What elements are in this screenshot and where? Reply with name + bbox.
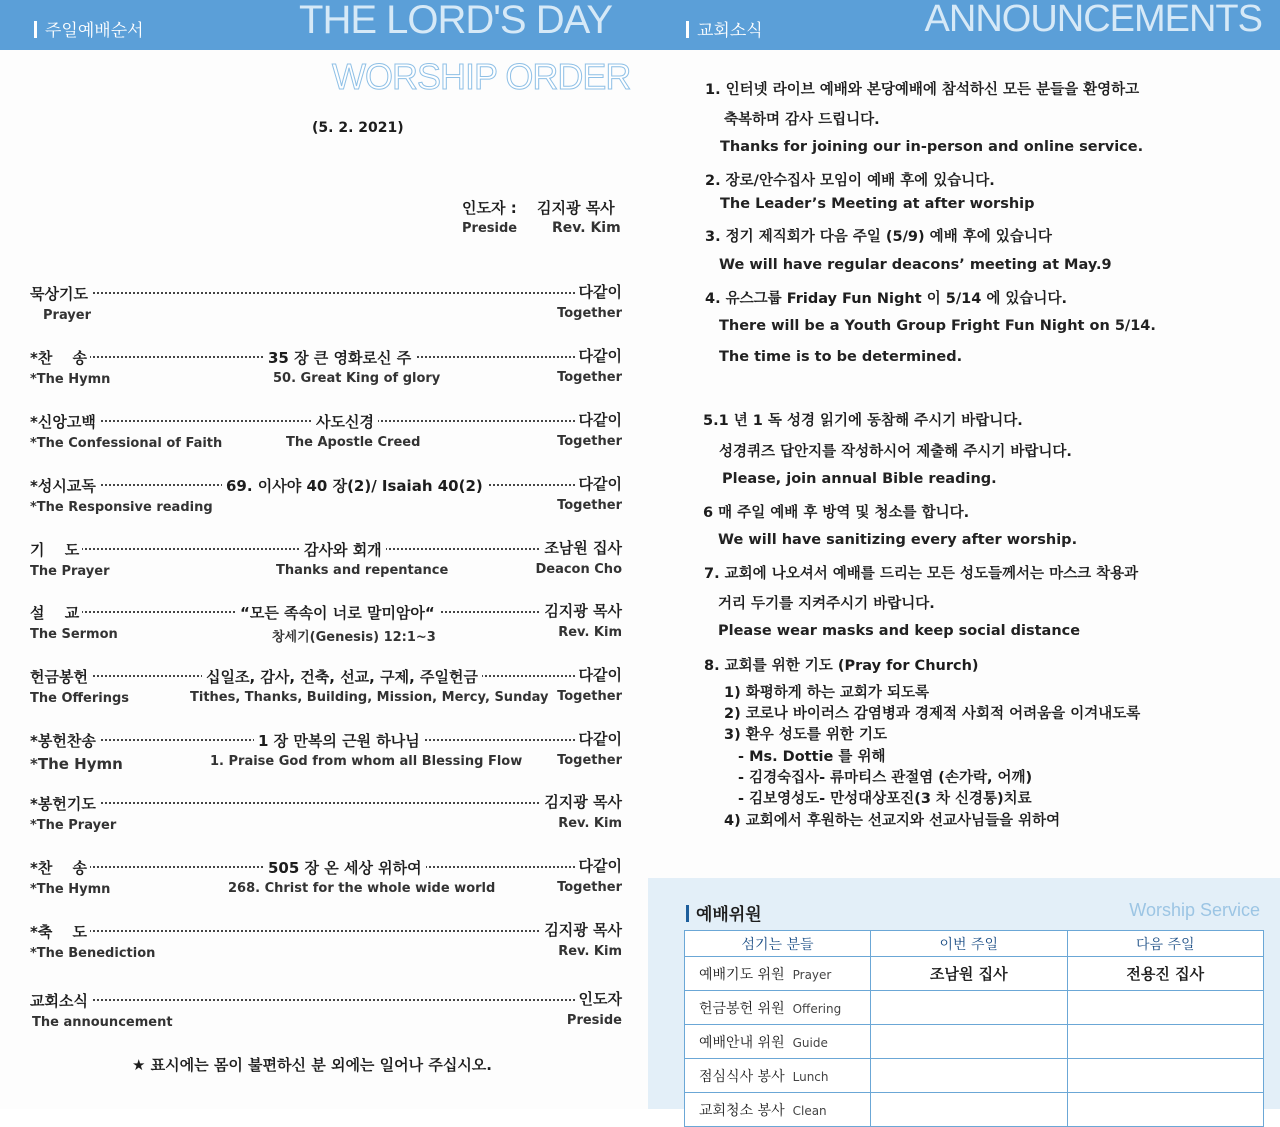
- item-leader-ko: 김지광 목사: [541, 919, 622, 940]
- item-title-en: Prayer: [43, 308, 92, 323]
- item-title-ko: *봉헌기도: [30, 793, 99, 814]
- item-title-ko: *성시교독: [30, 475, 99, 496]
- announcement-line: 거리 두기를 지켜주시기 바랍니다.: [718, 596, 935, 612]
- section-label: 주일예배순서: [34, 16, 144, 41]
- announcement-line: 8. 교회를 위한 기도 (Pray for Church): [704, 658, 979, 674]
- item-leader-en: Rev. Kim: [558, 944, 622, 959]
- announcement-line: 2) 코로나 바이러스 감염병과 경제적 사회적 어려움을 이겨내도록: [724, 706, 1141, 722]
- item-content-ko: 감사와 회개: [300, 539, 386, 560]
- announcement-line: We will have regular deacons’ meeting at May.9: [719, 257, 1112, 273]
- role-ko: 예배기도 위원: [699, 966, 785, 983]
- preside-name-ko: 김지광 목사: [537, 199, 615, 217]
- item-title-ko: *찬 송: [30, 347, 90, 368]
- announcement-line: - 김경숙집사- 류마티스 관절염 (손가락, 어깨): [738, 770, 1033, 786]
- announcements-page: [648, 0, 1280, 1119]
- header-title: ANNOUNCEMENTS: [924, 0, 1262, 40]
- table-header-row: [685, 931, 1264, 957]
- role-cell: [685, 1025, 871, 1059]
- item-title-en: The Offerings: [30, 691, 130, 706]
- announcement-line: 성경퀴즈 답안지를 작성하시어 제출해 주시기 바랍니다.: [719, 444, 1072, 460]
- leader-dots: [38, 930, 614, 932]
- role-ko: 헌금봉헌 위원: [699, 1000, 785, 1017]
- announcement-line: - Ms. Dottie 를 위해: [738, 749, 886, 765]
- leader-dots: [38, 292, 614, 294]
- order-item-responsive-reading: [30, 475, 622, 531]
- table-row: [685, 1025, 1264, 1059]
- table-row: [685, 1059, 1264, 1093]
- worship-order-title: WORSHIP ORDER: [332, 56, 631, 97]
- role-ko: 예배안내 위원: [699, 1034, 785, 1051]
- table-row: [685, 957, 1264, 991]
- item-leader-ko: 다같이: [576, 345, 622, 366]
- next-week-cell: [1067, 991, 1264, 1025]
- item-content-ko: 십일조, 감사, 건축, 선교, 구제, 주일헌금: [202, 666, 482, 687]
- item-content-en: Thanks and repentance: [276, 563, 449, 578]
- announcement-line: There will be a Youth Group Fright Fun Night on 5/14.: [719, 318, 1156, 334]
- announcement-line: We will have sanitizing every after worship.: [718, 532, 1078, 548]
- order-item-benediction: [30, 921, 622, 977]
- item-title-en: *The Confessional of Faith: [30, 436, 223, 451]
- order-item-prayer: [30, 283, 622, 339]
- item-content-ko: 35 장 큰 영화로신 주: [264, 347, 415, 368]
- role-ko: 교회청소 봉사: [699, 1102, 785, 1119]
- item-title-en: *The Hymn: [30, 755, 123, 773]
- item-content-en: 268. Christ for the whole wide world: [228, 881, 496, 896]
- item-content-en: The Apostle Creed: [286, 435, 421, 450]
- item-leader-en: Together: [557, 306, 622, 321]
- table-row: [685, 1093, 1264, 1127]
- item-content-ko: 사도신경: [312, 411, 378, 432]
- item-title-ko: *봉헌찬송: [30, 730, 99, 751]
- announcement-line: 3. 정기 제직회가 다음 주일 (5/9) 예배 후에 있습니다: [705, 229, 1052, 245]
- announcement-line: 3) 환우 성도를 위한 기도: [724, 727, 887, 743]
- announcement-line: The Leader’s Meeting at after worship: [720, 196, 1035, 212]
- item-leader-en: Deacon Cho: [535, 562, 622, 577]
- announcement-line: Please wear masks and keep social distance: [718, 623, 1081, 639]
- item-content-ko: 69. 이사야 40 장(2)/ Isaiah 40(2): [222, 475, 487, 496]
- item-leader-en: Together: [557, 880, 622, 895]
- item-title-en: *The Responsive reading: [30, 500, 213, 515]
- announcement-line: Please, join annual Bible reading.: [722, 471, 997, 487]
- item-title-en: *The Hymn: [30, 882, 111, 897]
- item-title-ko: 설 교: [30, 602, 82, 623]
- item-title-ko: *축 도: [30, 921, 90, 942]
- order-item-offering-hymn: [30, 730, 622, 786]
- role-en: Prayer: [792, 967, 832, 982]
- item-title-ko: 묵상기도: [30, 283, 91, 304]
- role-en: Clean: [792, 1103, 827, 1118]
- announcement-line: 1. 인터넷 라이브 예배와 본당예배에 참석하신 모든 분들을 환영하고: [705, 82, 1140, 98]
- order-item-announcement: [30, 990, 622, 1046]
- announcement-line: 1) 화평하게 하는 교회가 되도록: [724, 685, 929, 701]
- role-cell: [685, 991, 871, 1025]
- item-leader-ko: 인도자: [576, 988, 622, 1009]
- order-item-sermon: [30, 602, 622, 658]
- item-leader-en: Rev. Kim: [558, 625, 622, 640]
- item-title-ko: 기 도: [30, 539, 82, 560]
- item-leader-en: Together: [557, 370, 622, 385]
- item-title-en: The Prayer: [30, 564, 110, 579]
- leader-dots: [38, 999, 614, 1001]
- item-leader-ko: 다같이: [576, 728, 622, 749]
- next-week-cell: [1067, 1025, 1264, 1059]
- order-item-offering-prayer: [30, 793, 622, 849]
- item-title-en: The announcement: [32, 1015, 173, 1030]
- item-leader-ko: 다같이: [576, 664, 622, 685]
- announcement-line: 5.1 년 1 독 성경 읽기에 동참해 주시기 바랍니다.: [703, 413, 1023, 429]
- preside-label-ko: 인도자 :: [462, 199, 517, 217]
- item-leader-en: Preside: [566, 1013, 622, 1028]
- worship-service-title: Worship Service: [1129, 900, 1260, 920]
- item-title-en: The Sermon: [30, 627, 118, 642]
- item-content-ko: 505 장 온 세상 위하여: [264, 857, 426, 878]
- item-leader-en: Together: [557, 689, 622, 704]
- item-content-en: 창세기(Genesis) 12:1~3: [272, 630, 436, 645]
- item-leader-en: Together: [557, 434, 622, 449]
- worship-service-table: [684, 930, 1264, 1127]
- standing-note: ★ 표시에는 몸이 불편하신 분 외에는 일어나 주십시오.: [132, 1056, 492, 1074]
- item-content-en: 50. Great King of glory: [273, 371, 441, 386]
- item-content-en: 1. Praise God from whom all Blessing Flow: [210, 754, 523, 769]
- role-en: Offering: [792, 1001, 842, 1016]
- announcement-line: 7. 교회에 나오셔서 예배를 드리는 모든 성도들께서는 마스크 착용과: [704, 566, 1139, 582]
- announcement-line: 4) 교회에서 후원하는 선교지와 선교사님들을 위하여: [724, 813, 1061, 829]
- item-content-ko: 1 장 만복의 근원 하나님: [254, 730, 424, 751]
- preside-label-en: Preside: [462, 221, 518, 236]
- table-row: [685, 991, 1264, 1025]
- next-week-cell: [1067, 1059, 1264, 1093]
- item-content-ko: “모든 족속이 너로 말미암아“: [236, 602, 439, 623]
- item-leader-en: Together: [557, 753, 622, 768]
- item-title-ko: *찬 송: [30, 857, 90, 878]
- worship-service-label: 예배위원: [686, 900, 762, 925]
- column-header: 다음 주일: [1067, 931, 1264, 957]
- worship-service-panel: [648, 878, 1280, 1119]
- role-cell: [685, 1093, 871, 1127]
- header-title: THE LORD'S DAY: [299, 0, 612, 42]
- announcement-line: The time is to be determined.: [719, 349, 963, 365]
- item-title-ko: 헌금봉헌: [30, 666, 91, 687]
- worship-order-page: [0, 0, 648, 1109]
- item-title-en: *The Prayer: [30, 818, 117, 833]
- item-leader-en: Rev. Kim: [558, 816, 622, 831]
- role-en: Guide: [792, 1035, 828, 1050]
- item-leader-ko: 다같이: [576, 281, 622, 302]
- order-item-hymn: [30, 347, 622, 403]
- item-leader-ko: 김지광 목사: [541, 791, 622, 812]
- order-item-prayer-2: [30, 539, 622, 595]
- role-ko: 점심식사 봉사: [699, 1068, 785, 1085]
- item-title-ko: 교회소식: [30, 990, 91, 1011]
- announcement-line: 축복하며 감사 드립니다.: [724, 112, 880, 128]
- this-week-cell: [871, 991, 1068, 1025]
- item-leader-ko: 김지광 목사: [541, 600, 622, 621]
- announcement-line: 4. 유스그룹 Friday Fun Night 이 5/14 에 있습니다.: [705, 291, 1067, 307]
- item-title-en: *The Benediction: [30, 946, 156, 961]
- this-week-cell: [871, 1025, 1068, 1059]
- announcement-line: - 김보영성도- 만성대상포진(3 차 신경통)치료: [738, 791, 1032, 807]
- item-leader-ko: 다같이: [576, 409, 622, 430]
- announcement-line: Thanks for joining our in-person and online service.: [720, 139, 1144, 155]
- role-en: Lunch: [792, 1069, 829, 1084]
- order-item-hymn-2: [30, 857, 622, 913]
- announcements-header: [648, 0, 1280, 50]
- item-title-en: *The Hymn: [30, 372, 111, 387]
- role-cell: [685, 1059, 871, 1093]
- this-week-cell: [871, 1059, 1068, 1093]
- this-week-cell: [871, 1093, 1068, 1127]
- service-date: (5. 2. 2021): [312, 120, 404, 136]
- this-week-cell: 조남원 집사: [871, 957, 1068, 991]
- role-cell: [685, 957, 871, 991]
- order-item-offering: [30, 666, 622, 722]
- next-week-cell: [1067, 1093, 1264, 1127]
- item-title-ko: *신앙고백: [30, 411, 99, 432]
- next-week-cell: 전용진 집사: [1067, 957, 1264, 991]
- column-header: 섬기는 분들: [685, 931, 871, 957]
- worship-order-header: [0, 0, 648, 50]
- item-leader-ko: 다같이: [576, 855, 622, 876]
- preside-name-en: Rev. Kim: [552, 220, 621, 236]
- leader-dots: [38, 802, 614, 804]
- announcement-line: 6 매 주일 예배 후 방역 및 청소를 합니다.: [703, 505, 970, 521]
- item-leader-en: Together: [557, 498, 622, 513]
- order-item-confession: [30, 411, 622, 467]
- section-label: 교회소식: [686, 16, 763, 41]
- item-content-en: Tithes, Thanks, Building, Mission, Mercy, Sunday: [190, 690, 549, 705]
- item-leader-ko: 조남원 집사: [541, 537, 622, 558]
- announcement-line: 2. 장로/안수집사 모임이 예배 후에 있습니다.: [705, 173, 995, 189]
- item-leader-ko: 다같이: [576, 473, 622, 494]
- column-header: 이번 주일: [871, 931, 1068, 957]
